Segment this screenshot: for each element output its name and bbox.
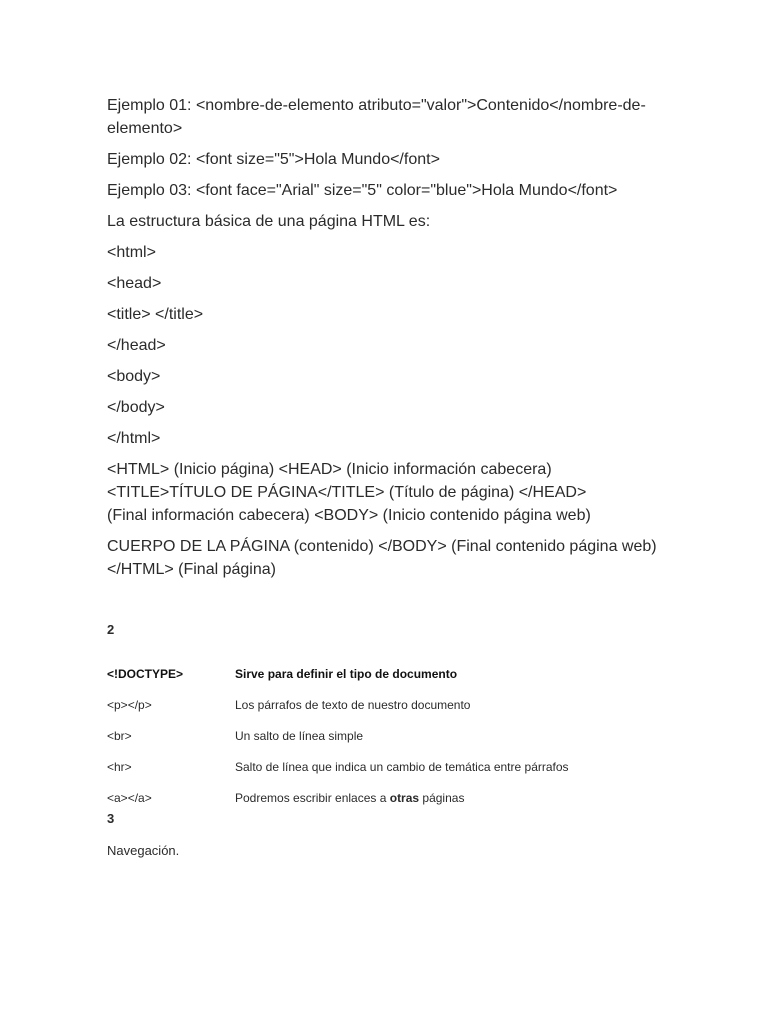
code-head-open: <head>: [107, 275, 162, 292]
body-explanation: CUERPO DE LA PÁGINA (contenido) </BODY> (Final contenido página web) </HTML> (Final página): [107, 538, 657, 578]
description-cell: Un salto de línea simple: [235, 728, 364, 743]
code-body-close: </body>: [107, 399, 165, 416]
description-bold-word: otras: [389, 790, 420, 805]
table-row: [107, 720, 667, 751]
description-cell: Salto de línea que indica un cambio de temática entre párrafos: [235, 759, 569, 774]
example-03: Ejemplo 03: <font face="Arial" size="5" color="blue">Hola Mundo</font>: [107, 182, 618, 199]
document-body: [107, 94, 667, 589]
table-row: [107, 751, 667, 782]
description-cell: Sirve para definir el tipo de documento: [235, 666, 458, 681]
tag-cell: <p></p>: [107, 697, 152, 712]
description-cell: [235, 782, 667, 813]
structure-explanation-line-3: (Final información cabecera) <BODY> (Inicio contenido página web): [107, 507, 591, 524]
description-text-end: páginas: [419, 790, 465, 805]
example-02: Ejemplo 02: <font size="5">Hola Mundo</font>: [107, 151, 440, 168]
tag-cell: <br>: [107, 728, 132, 743]
section-3-text: Navegación.: [107, 843, 180, 858]
code-title: <title> </title>: [107, 306, 204, 323]
structure-explanation-line-2: <TITLE>TÍTULO DE PÁGINA</TITLE> (Título de página) </HEAD>: [107, 484, 587, 501]
example-01: Ejemplo 01: <nombre-de-elemento atributo="valor">Contenido</nombre-de-elemento>: [107, 97, 646, 137]
table-row: [107, 689, 667, 720]
section-3-number: 3: [107, 811, 115, 826]
section-3-text-wrap: [107, 843, 179, 859]
structure-explanation-line-1: <HTML> (Inicio página) <HEAD> (Inicio información cabecera): [107, 461, 552, 478]
section-3-number-wrap: [107, 811, 114, 826]
code-html-open: <html>: [107, 244, 156, 261]
table-row: [107, 782, 667, 813]
section-2-number: 2: [107, 622, 115, 637]
tag-cell: <a></a>: [107, 790, 152, 805]
tag-cell: <hr>: [107, 759, 132, 774]
html-tags-table: [107, 658, 667, 813]
table-row: [107, 658, 667, 689]
description-text: Podremos escribir enlaces a: [235, 790, 390, 805]
structure-explanation: [107, 458, 667, 527]
description-cell: Los párrafos de texto de nuestro documento: [235, 697, 471, 712]
section-2-number-wrap: [107, 622, 114, 637]
code-head-close: </head>: [107, 337, 166, 354]
code-body-open: <body>: [107, 368, 161, 385]
code-html-close: </html>: [107, 430, 161, 447]
structure-intro: La estructura básica de una página HTML es:: [107, 213, 431, 230]
tag-cell: <!DOCTYPE>: [107, 666, 184, 681]
